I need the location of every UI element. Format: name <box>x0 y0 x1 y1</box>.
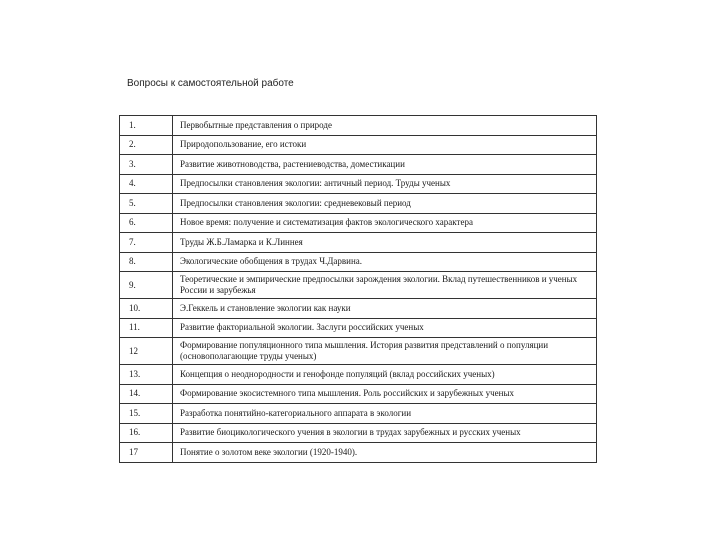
row-number: 14. <box>120 384 173 404</box>
row-number: 17 <box>120 443 173 463</box>
row-topic: Формирование экосистемного типа мышления. Роль российских и зарубежных ученых <box>173 384 597 404</box>
table-row <box>120 116 597 136</box>
row-topic: Развитие животноводства, растениеводства, доместикации <box>173 155 597 175</box>
table-row <box>120 174 597 194</box>
row-topic: Экологические обобщения в трудах Ч.Дарвина. <box>173 252 597 272</box>
table-row <box>120 272 597 299</box>
table-row <box>120 299 597 319</box>
table-row <box>120 194 597 214</box>
row-topic: Первобытные представления о природе <box>173 116 597 136</box>
table-row <box>120 233 597 253</box>
questions-table <box>119 115 597 463</box>
row-topic: Концепция о неоднородности и генофонде популяций (вклад российских ученых) <box>173 365 597 385</box>
row-number: 13. <box>120 365 173 385</box>
row-topic: Предпосылки становления экологии: античный период. Труды ученых <box>173 174 597 194</box>
table-row <box>120 318 597 338</box>
table-row <box>120 338 597 365</box>
row-topic: Новое время: получение и систематизация фактов экологического характера <box>173 213 597 233</box>
row-topic: Э.Геккель и становление экологии как науки <box>173 299 597 319</box>
row-number: 11. <box>120 318 173 338</box>
row-number: 6. <box>120 213 173 233</box>
table-row <box>120 384 597 404</box>
row-number: 2. <box>120 135 173 155</box>
row-topic: Понятие о золотом веке экологии (1920-1940). <box>173 443 597 463</box>
table-row <box>120 213 597 233</box>
table-row <box>120 423 597 443</box>
row-number: 7. <box>120 233 173 253</box>
row-number: 1. <box>120 116 173 136</box>
table-row <box>120 365 597 385</box>
row-topic: Труды Ж.Б.Ламарка и К.Линнея <box>173 233 597 253</box>
row-number: 12 <box>120 338 173 365</box>
row-number: 15. <box>120 404 173 424</box>
table-row <box>120 404 597 424</box>
row-number: 16. <box>120 423 173 443</box>
row-number: 4. <box>120 174 173 194</box>
table-row <box>120 443 597 463</box>
row-topic: Развитие биоцикологического учения в экологии в трудах зарубежных и русских ученых <box>173 423 597 443</box>
table-row <box>120 135 597 155</box>
row-number: 9. <box>120 272 173 299</box>
row-topic: Предпосылки становления экологии: средневековый период <box>173 194 597 214</box>
row-number: 5. <box>120 194 173 214</box>
row-topic: Природопользование, его истоки <box>173 135 597 155</box>
row-topic: Развитие факториальной экологии. Заслуги российских ученых <box>173 318 597 338</box>
row-topic: Теоретические и эмпирические предпосылки зарождения экологии. Вклад путешественников и ученых России и зарубежья <box>173 272 597 299</box>
row-number: 3. <box>120 155 173 175</box>
row-topic: Разработка понятийно-категориального аппарата в экологии <box>173 404 597 424</box>
row-number: 10. <box>120 299 173 319</box>
document-title: Вопросы к самостоятельной работе <box>127 78 294 89</box>
table-row <box>120 155 597 175</box>
table-row <box>120 252 597 272</box>
row-topic: Формирование популяционного типа мышления. История развития представлений о популяции (основополагающие труды ученых) <box>173 338 597 365</box>
row-number: 8. <box>120 252 173 272</box>
